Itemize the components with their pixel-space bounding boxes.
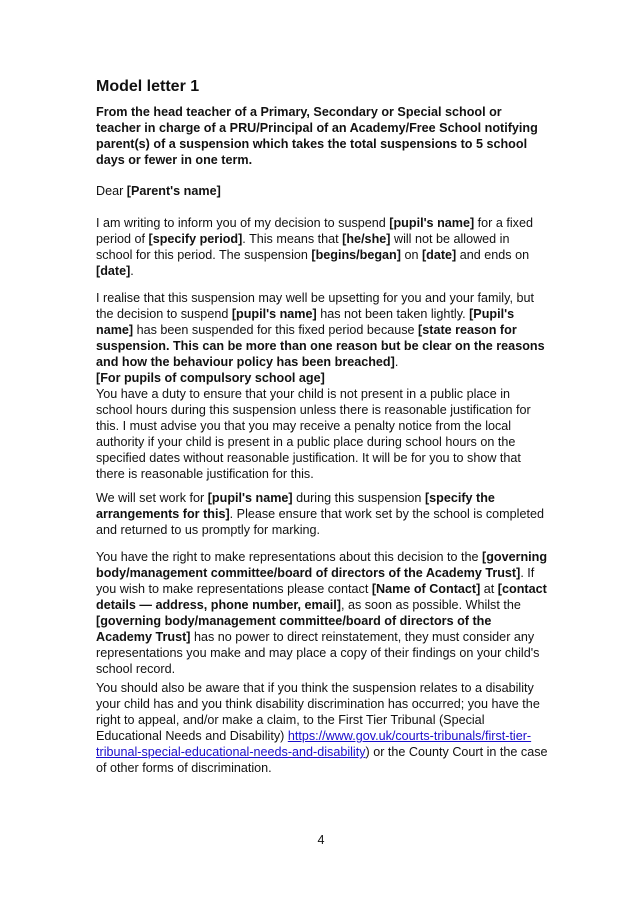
salutation [96, 183, 548, 199]
document-title: Model letter 1 [96, 78, 200, 95]
placeholder-parent-name: [Parent's name] [126, 184, 221, 198]
text: We will set work for [96, 491, 208, 505]
text: at [480, 582, 498, 596]
placeholder-pupil-name: [Pupil's name] [96, 307, 515, 337]
text: on [400, 248, 422, 262]
tribunal-link[interactable]: https://www.gov.uk/courts-tribunals/first-tier-tribunal-special-educational-needs-and-disability [96, 729, 532, 759]
text: has not been taken lightly. [316, 307, 470, 321]
text: . [130, 264, 134, 278]
paragraph-reason [96, 290, 548, 370]
text: , as soon as possible. Whilst the [340, 598, 521, 612]
text: . This means that [242, 232, 343, 246]
text: You should also be aware that if you think the suspension relates to a disability your child has and you think disability discrimination has occurred; you have the right to appeal, and/or make a claim, to the First Tier Tribunal (Special Educational Needs and Disability) [96, 681, 540, 743]
placeholder-begins: [begins/began] [311, 248, 401, 262]
section-heading: [For pupils of compulsory school age] [96, 371, 325, 385]
placeholder-contact-details: [contact details — address, phone number, email] [96, 582, 547, 612]
text: . Please ensure that work set by the school is completed and returned to us promptly for marking. [96, 507, 544, 537]
text: has no power to direct reinstatement, they must consider any representations you make and may place a copy of their findings on your child's school record. [96, 630, 540, 676]
placeholder-pupil-name: [pupil's name] [231, 307, 317, 321]
text: You have the right to make representations about this decision to the [96, 550, 482, 564]
text: You have a duty to ensure that your child is not present in a public place in school hours during this suspension unless there is reasonable justification for this. I must advise you that you may receive a penalty notice from the local authority if your child is present in a public place during school hours on the specified dates without reasonable justification. It will be for you to show that there is reasonable justification for this. [96, 387, 531, 481]
text: . [394, 355, 399, 369]
text: I am writing to inform you of my decision to suspend [96, 216, 390, 230]
placeholder-end-date: [date] [96, 264, 131, 278]
placeholder-governing-body: [governing body/management committee/board of directors of the Academy Trust] [96, 614, 492, 644]
text: for a fixed period of [96, 216, 533, 246]
page-number: 4 [317, 833, 325, 847]
placeholder-pronoun: [he/she] [342, 232, 391, 246]
paragraph-suspension-notice [96, 215, 548, 279]
text: has been suspended for this fixed period because [133, 323, 419, 337]
text: and ends on [456, 248, 530, 262]
placeholder-pupil-name: [pupil's name] [207, 491, 293, 505]
paragraph-disability [96, 680, 548, 776]
intro-description: From the head teacher of a Primary, Secondary or Special school or teacher in charge of a PRU/Principal of an Academy/Free School notifying parent(s) of a suspension which takes the total suspensions to 5 school days or fewer in one term. [96, 105, 538, 167]
text: . If you wish to make representations please contact [96, 566, 535, 596]
placeholder-start-date: [date] [421, 248, 457, 262]
paragraph-compulsory-age [96, 370, 548, 482]
placeholder-period: [specify period] [148, 232, 243, 246]
placeholder-pupil-name: [pupil's name] [389, 216, 475, 230]
salutation-prefix: Dear [96, 184, 127, 198]
placeholder-reason: [state reason for suspension. This can be more than one reason but be clear on the reasons and how the behaviour policy has been breached] [96, 323, 545, 369]
placeholder-arrangements: [specify the arrangements for this] [96, 491, 495, 521]
text: ) or the County Court in the case of other forms of discrimination. [96, 745, 548, 775]
paragraph-representations [96, 549, 548, 677]
text: I realise that this suspension may well be upsetting for you and your family, but the decision to suspend [96, 291, 534, 321]
placeholder-contact-name: [Name of Contact] [371, 582, 481, 596]
text: during this suspension [292, 491, 425, 505]
paragraph-work [96, 490, 548, 538]
placeholder-governing-body: [governing body/management committee/board of directors of the Academy Trust] [96, 550, 548, 580]
text: will not be allowed in school for this period. The suspension [96, 232, 510, 262]
